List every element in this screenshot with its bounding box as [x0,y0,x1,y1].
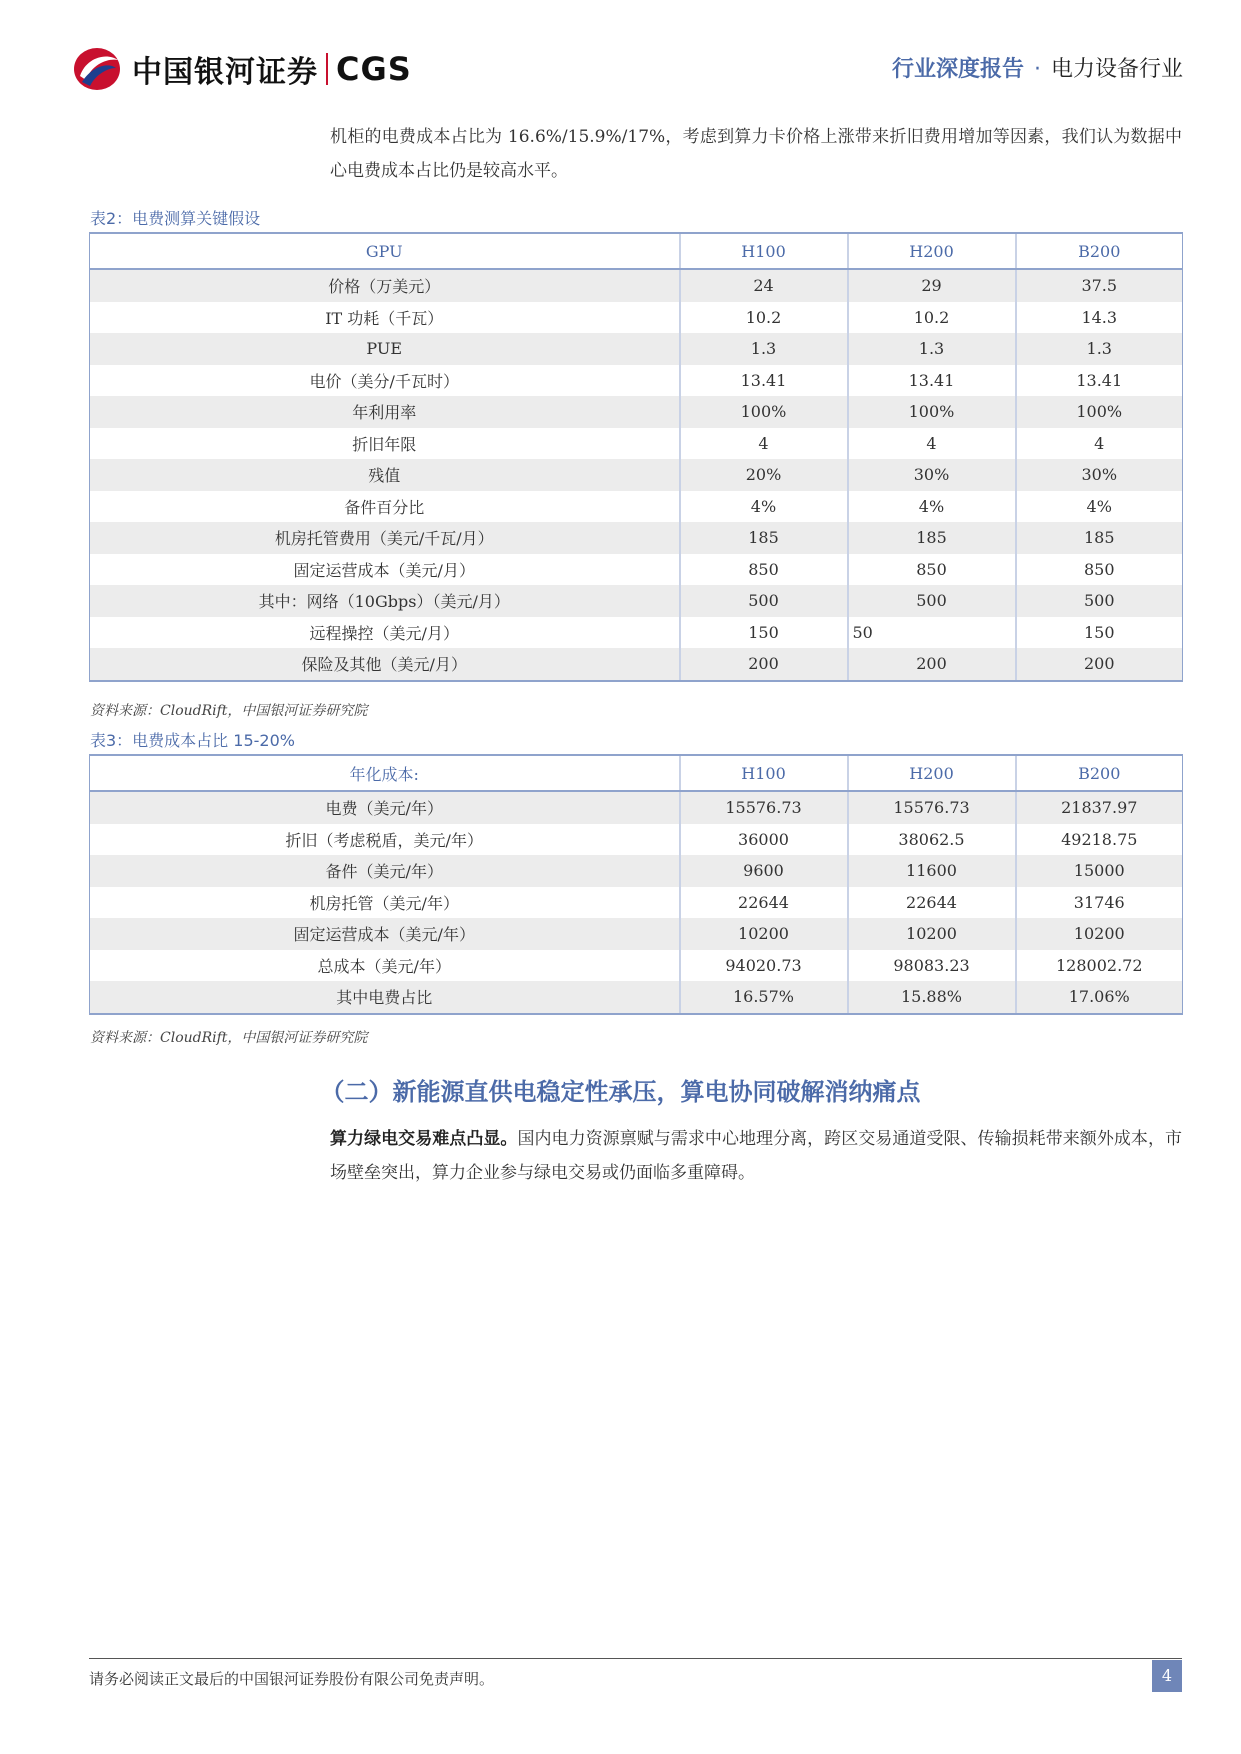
report-type: 行业深度报告 [891,57,1024,82]
table-cell: 30% [848,459,1016,491]
row-label: 电价（美分/千瓦时） [90,365,680,397]
table-cell: 10200 [1016,918,1183,950]
row-label: 年利用率 [90,396,680,428]
row-label: 保险及其他（美元/月） [90,648,680,681]
section-heading: （二）新能源直供电稳定性承压，算电协同破解消纳痛点 [320,1078,921,1106]
table-cell: 850 [680,554,848,586]
footer-divider [89,1658,1182,1659]
column-header: H100 [680,755,848,791]
row-label: 机房托管费用（美元/千瓦/月） [90,522,680,554]
table2-source: 资料来源：CloudRift，中国银河证券研究院 [90,703,368,719]
table-cell: 9600 [680,855,848,887]
table-cell: 10200 [680,918,848,950]
table-row [90,981,1183,1014]
cgs-logo-icon [72,46,122,92]
table-cell: 13.41 [1016,365,1183,397]
assumptions-table [89,232,1183,682]
column-header: H100 [680,233,848,269]
table-cell: 11600 [848,855,1016,887]
table-row [90,824,1183,856]
page-number: 4 [1152,1660,1182,1692]
report-category [892,52,1183,83]
table-cell: 850 [848,554,1016,586]
table-cell: 22644 [680,887,848,919]
table-cell: 150 [680,617,848,649]
table-row [90,950,1183,982]
table-row [90,648,1183,681]
table-cell: 1.3 [1016,333,1183,365]
table-cell: 200 [1016,648,1183,681]
table-cell: 98083.23 [848,950,1016,982]
row-label: 备件百分比 [90,491,680,523]
table-cell: 22644 [848,887,1016,919]
table-cell: 4 [680,428,848,460]
industry-name: 电力设备行业 [1050,57,1183,82]
table-row [90,365,1183,397]
column-header: H200 [848,233,1016,269]
column-header: H200 [848,755,1016,791]
table-cell: 17.06% [1016,981,1183,1014]
table-cell: 100% [680,396,848,428]
cgs-logo [72,46,412,92]
column-header: B200 [1016,755,1183,791]
table-cell: 128002.72 [1016,950,1183,982]
table-row [90,302,1183,334]
table-cell: 185 [680,522,848,554]
table-header-row [90,755,1183,791]
table-cell: 1.3 [680,333,848,365]
table-cell: 21837.97 [1016,791,1183,824]
row-label: 折旧年限 [90,428,680,460]
table-cell: 4 [1016,428,1183,460]
row-label: 固定运营成本（美元/年） [90,918,680,950]
table-cell: 31746 [1016,887,1183,919]
column-header: GPU [90,233,680,269]
table-cell: 24 [680,269,848,302]
table-cell: 500 [848,585,1016,617]
table-cell: 94020.73 [680,950,848,982]
table-row [90,585,1183,617]
table-cell: 30% [1016,459,1183,491]
logo-chinese-text: 中国银河证券 [132,55,318,90]
table-row [90,428,1183,460]
table-cell: 49218.75 [1016,824,1183,856]
table-row [90,491,1183,523]
table-row [90,791,1183,824]
table-cell: 4% [680,491,848,523]
table-row [90,269,1183,302]
row-label: 价格（万美元） [90,269,680,302]
table-cell: 200 [848,648,1016,681]
row-label: IT 功耗（千瓦） [90,302,680,334]
table-row [90,887,1183,919]
table-cell: 50 [848,617,1016,649]
table2-caption: 表2：电费测算关键假设 [90,209,261,228]
table-cell: 150 [1016,617,1183,649]
row-label: 机房托管（美元/年） [90,887,680,919]
table-cell: 16.57% [680,981,848,1014]
row-label: 固定运营成本（美元/月） [90,554,680,586]
paragraph-body: 国内电力资源禀赋与需求中心地理分离，跨区交易通道受限、传输损耗带来额外成本，市场壁垒突出，算力企业参与绿电交易或仍面临多重障碍。 [330,1129,1183,1183]
column-header: B200 [1016,233,1183,269]
table-cell: 14.3 [1016,302,1183,334]
row-label: 其中：网络（10Gbps）（美元/月） [90,585,680,617]
table3-source: 资料来源：CloudRift，中国银河证券研究院 [90,1030,368,1046]
table-cell: 15.88% [848,981,1016,1014]
table-cell: 100% [1016,396,1183,428]
body-paragraph [330,1122,1182,1190]
table-row [90,459,1183,491]
table-cell: 15576.73 [848,791,1016,824]
table-header-row [90,233,1183,269]
row-label: PUE [90,333,680,365]
table-row [90,855,1183,887]
table-cell: 10.2 [848,302,1016,334]
table-row [90,918,1183,950]
row-label: 电费（美元/年） [90,791,680,824]
annual-cost-table [89,754,1183,1015]
table-cell: 36000 [680,824,848,856]
table-cell: 500 [1016,585,1183,617]
table-cell: 13.41 [680,365,848,397]
table-cell: 1.3 [848,333,1016,365]
row-label: 其中电费占比 [90,981,680,1014]
table-cell: 37.5 [1016,269,1183,302]
row-label: 备件（美元/年） [90,855,680,887]
table-cell: 4 [848,428,1016,460]
table-row [90,554,1183,586]
table-cell: 185 [848,522,1016,554]
table-cell: 10.2 [680,302,848,334]
row-label: 总成本（美元/年） [90,950,680,982]
table-cell: 29 [848,269,1016,302]
table-cell: 15576.73 [680,791,848,824]
table-cell: 4% [848,491,1016,523]
logo-divider [326,53,328,85]
row-label: 折旧（考虑税盾，美元/年） [90,824,680,856]
row-label: 残值 [90,459,680,491]
table-cell: 100% [848,396,1016,428]
table-cell: 200 [680,648,848,681]
row-label: 远程操控（美元/月） [90,617,680,649]
footer-disclaimer: 请务必阅读正文最后的中国银河证券股份有限公司免责声明。 [89,1670,495,1688]
paragraph-lead: 算力绿电交易难点凸显。 [330,1129,518,1149]
column-header: 年化成本: [90,755,680,791]
table-cell: 20% [680,459,848,491]
table-cell: 10200 [848,918,1016,950]
table-cell: 850 [1016,554,1183,586]
table-row [90,522,1183,554]
intro-paragraph: 机柜的电费成本占比为 16.6%/15.9%/17%，考虑到算力卡价格上涨带来折旧费用增加等因素，我们认为数据中心电费成本占比仍是较高水平。 [330,127,1182,181]
table-row [90,396,1183,428]
page-header [0,0,1241,110]
table-cell: 13.41 [848,365,1016,397]
table-row [90,617,1183,649]
table-cell: 15000 [1016,855,1183,887]
logo-english-text: CGS [336,50,412,88]
table-cell: 185 [1016,522,1183,554]
table-cell: 38062.5 [848,824,1016,856]
header-separator: · [1033,57,1041,82]
table3-caption: 表3：电费成本占比 15-20% [90,731,295,750]
table-cell: 500 [680,585,848,617]
table-cell: 4% [1016,491,1183,523]
table-row [90,333,1183,365]
